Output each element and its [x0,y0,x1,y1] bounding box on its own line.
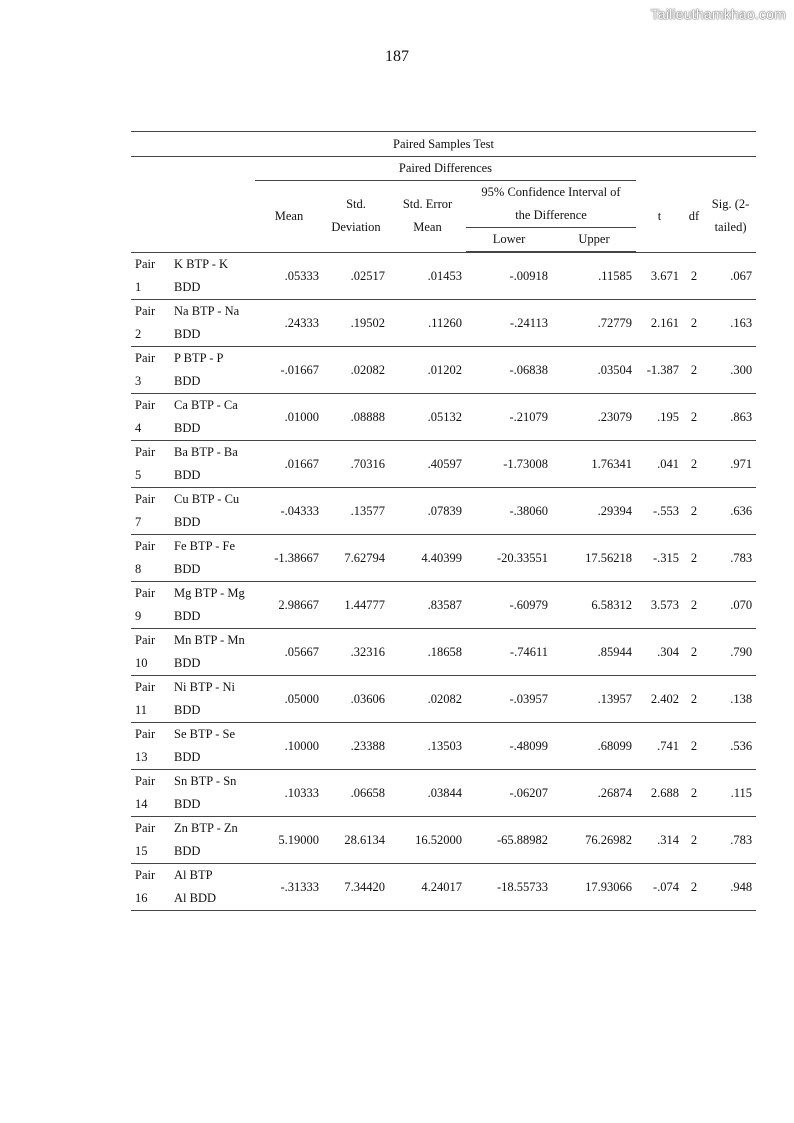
table-row [131,535,756,582]
std-error-cell: .40597 [389,441,466,488]
sig-cell: .115 [705,770,756,817]
upper-cell: .23079 [552,394,636,441]
sig-cell: .790 [705,629,756,676]
pair-label: Sn BTP - Sn BDD [170,770,255,817]
t-cell: .741 [636,723,683,770]
std-error-cell: .03844 [389,770,466,817]
lower-cell: -20.33551 [466,535,552,582]
lower-cell: -18.55733 [466,864,552,911]
table-row [131,300,756,347]
pair-number: Pair 11 [131,676,170,723]
table-row [131,723,756,770]
pair-label: Mg BTP - Mg BDD [170,582,255,629]
std-deviation-cell: .02082 [323,347,389,394]
t-cell: .304 [636,629,683,676]
std-error-cell: 16.52000 [389,817,466,864]
lower-cell: -1.73008 [466,441,552,488]
std-error-cell: .18658 [389,629,466,676]
header-confidence-interval: 95% Confidence Interval of the Difference [466,181,636,228]
pair-number: Pair 9 [131,582,170,629]
table-row [131,629,756,676]
table-row [131,817,756,864]
header-sig: Sig. (2- tailed) [711,197,750,234]
pair-label: Fe BTP - Fe BDD [170,535,255,582]
sig-cell: .067 [705,253,756,300]
pair-label: Zn BTP - Zn BDD [170,817,255,864]
mean-cell: .05333 [255,253,323,300]
sig-cell: .783 [705,535,756,582]
df-cell: 2 [683,629,705,676]
upper-cell: .11585 [552,253,636,300]
upper-cell: .85944 [552,629,636,676]
table-row [131,582,756,629]
sig-cell: .163 [705,300,756,347]
sig-cell: .138 [705,676,756,723]
header-std-error-mean: Std. Error Mean [402,197,453,235]
upper-cell: .03504 [552,347,636,394]
table-row [131,441,756,488]
table-row [131,253,756,300]
df-cell: 2 [683,535,705,582]
mean-cell: -.04333 [255,488,323,535]
table-row [131,394,756,441]
std-error-cell: .01453 [389,253,466,300]
mean-cell: .01667 [255,441,323,488]
watermark: Tailieuthamkhao.com [650,6,786,22]
t-cell: 2.402 [636,676,683,723]
pair-number: Pair 5 [131,441,170,488]
df-cell: 2 [683,770,705,817]
df-cell: 2 [683,347,705,394]
std-error-cell: .05132 [389,394,466,441]
std-error-cell: 4.40399 [389,535,466,582]
df-cell: 2 [683,864,705,911]
mean-cell: .24333 [255,300,323,347]
std-deviation-cell: .06658 [323,770,389,817]
lower-cell: -.24113 [466,300,552,347]
t-cell: 2.688 [636,770,683,817]
mean-cell: 2.98667 [255,582,323,629]
sig-cell: .536 [705,723,756,770]
page-number: 187 [385,48,409,65]
lower-cell: -.21079 [466,394,552,441]
df-cell: 2 [683,817,705,864]
std-error-cell: .11260 [389,300,466,347]
lower-cell: -65.88982 [466,817,552,864]
pair-label: P BTP - P BDD [170,347,255,394]
upper-cell: 6.58312 [552,582,636,629]
upper-cell: 17.56218 [552,535,636,582]
pair-label: Cu BTP - Cu BDD [170,488,255,535]
std-error-cell: .01202 [389,347,466,394]
pair-number: Pair 1 [131,253,170,300]
sig-cell: .783 [705,817,756,864]
pair-number: Pair 7 [131,488,170,535]
table-row [131,488,756,535]
header-df: df [688,208,700,223]
t-cell: -1.387 [636,347,683,394]
mean-cell: .05667 [255,629,323,676]
upper-cell: .72779 [552,300,636,347]
lower-cell: -.60979 [466,582,552,629]
pair-label: K BTP - K BDD [170,253,255,300]
df-cell: 2 [683,723,705,770]
lower-cell: -.38060 [466,488,552,535]
df-cell: 2 [683,582,705,629]
upper-cell: .68099 [552,723,636,770]
paired-differences-header: Paired Differences [255,157,636,181]
std-error-cell: .83587 [389,582,466,629]
std-deviation-cell: 28.6134 [323,817,389,864]
pair-label: Ca BTP - Ca BDD [170,394,255,441]
std-error-cell: .07839 [389,488,466,535]
std-error-cell: .02082 [389,676,466,723]
t-cell: 3.671 [636,253,683,300]
std-deviation-cell: 1.44777 [323,582,389,629]
mean-cell: -.31333 [255,864,323,911]
sig-cell: .948 [705,864,756,911]
std-deviation-cell: .23388 [323,723,389,770]
table-row [131,770,756,817]
pair-number: Pair 2 [131,300,170,347]
upper-cell: .26874 [552,770,636,817]
mean-cell: .10000 [255,723,323,770]
t-cell: -.074 [636,864,683,911]
std-error-cell: 4.24017 [389,864,466,911]
header-lower: Lower [466,228,552,252]
header-std-deviation: Std. Deviation [331,197,381,235]
df-cell: 2 [683,441,705,488]
sig-cell: .300 [705,347,756,394]
upper-cell: .29394 [552,488,636,535]
pair-number: Pair 16 [131,864,170,911]
std-error-cell: .13503 [389,723,466,770]
pair-label: Se BTP - Se BDD [170,723,255,770]
header-upper: Upper [552,228,636,252]
pair-number: Pair 3 [131,347,170,394]
t-cell: .314 [636,817,683,864]
std-deviation-cell: 7.62794 [323,535,389,582]
df-cell: 2 [683,253,705,300]
std-deviation-cell: .08888 [323,394,389,441]
t-cell: -.315 [636,535,683,582]
upper-cell: 17.93066 [552,864,636,911]
lower-cell: -.06838 [466,347,552,394]
sig-cell: .971 [705,441,756,488]
pair-number: Pair 10 [131,629,170,676]
upper-cell: .13957 [552,676,636,723]
table-row [131,676,756,723]
upper-cell: 1.76341 [552,441,636,488]
t-cell: .041 [636,441,683,488]
table-title: Paired Samples Test [131,132,756,157]
pair-label: Na BTP - Na BDD [170,300,255,347]
pair-number: Pair 13 [131,723,170,770]
std-deviation-cell: .70316 [323,441,389,488]
df-cell: 2 [683,676,705,723]
t-cell: 3.573 [636,582,683,629]
table-row [131,347,756,394]
paired-samples-test-table [131,131,756,911]
table-body [131,253,756,911]
df-cell: 2 [683,394,705,441]
t-cell: 2.161 [636,300,683,347]
pair-label: Mn BTP - Mn BDD [170,629,255,676]
lower-cell: -.00918 [466,253,552,300]
pair-label: Ni BTP - Ni BDD [170,676,255,723]
lower-cell: -.48099 [466,723,552,770]
std-deviation-cell: .19502 [323,300,389,347]
mean-cell: -1.38667 [255,535,323,582]
t-cell: -.553 [636,488,683,535]
mean-cell: .10333 [255,770,323,817]
header-t: t [657,208,662,223]
lower-cell: -.03957 [466,676,552,723]
sig-cell: .636 [705,488,756,535]
mean-cell: .01000 [255,394,323,441]
pair-number: Pair 15 [131,817,170,864]
std-deviation-cell: .02517 [323,253,389,300]
pair-number: Pair 8 [131,535,170,582]
df-cell: 2 [683,488,705,535]
mean-cell: -.01667 [255,347,323,394]
upper-cell: 76.26982 [552,817,636,864]
pair-label: Ba BTP - Ba BDD [170,441,255,488]
lower-cell: -.06207 [466,770,552,817]
table-row [131,864,756,911]
sig-cell: .863 [705,394,756,441]
mean-cell: .05000 [255,676,323,723]
t-cell: .195 [636,394,683,441]
df-cell: 2 [683,300,705,347]
std-deviation-cell: .13577 [323,488,389,535]
mean-cell: 5.19000 [255,817,323,864]
pair-number: Pair 4 [131,394,170,441]
std-deviation-cell: .03606 [323,676,389,723]
lower-cell: -.74611 [466,629,552,676]
std-deviation-cell: 7.34420 [323,864,389,911]
std-deviation-cell: .32316 [323,629,389,676]
header-mean: Mean [274,208,304,223]
pair-number: Pair 14 [131,770,170,817]
sig-cell: .070 [705,582,756,629]
pair-label: Al BTP Al BDD [170,864,255,911]
